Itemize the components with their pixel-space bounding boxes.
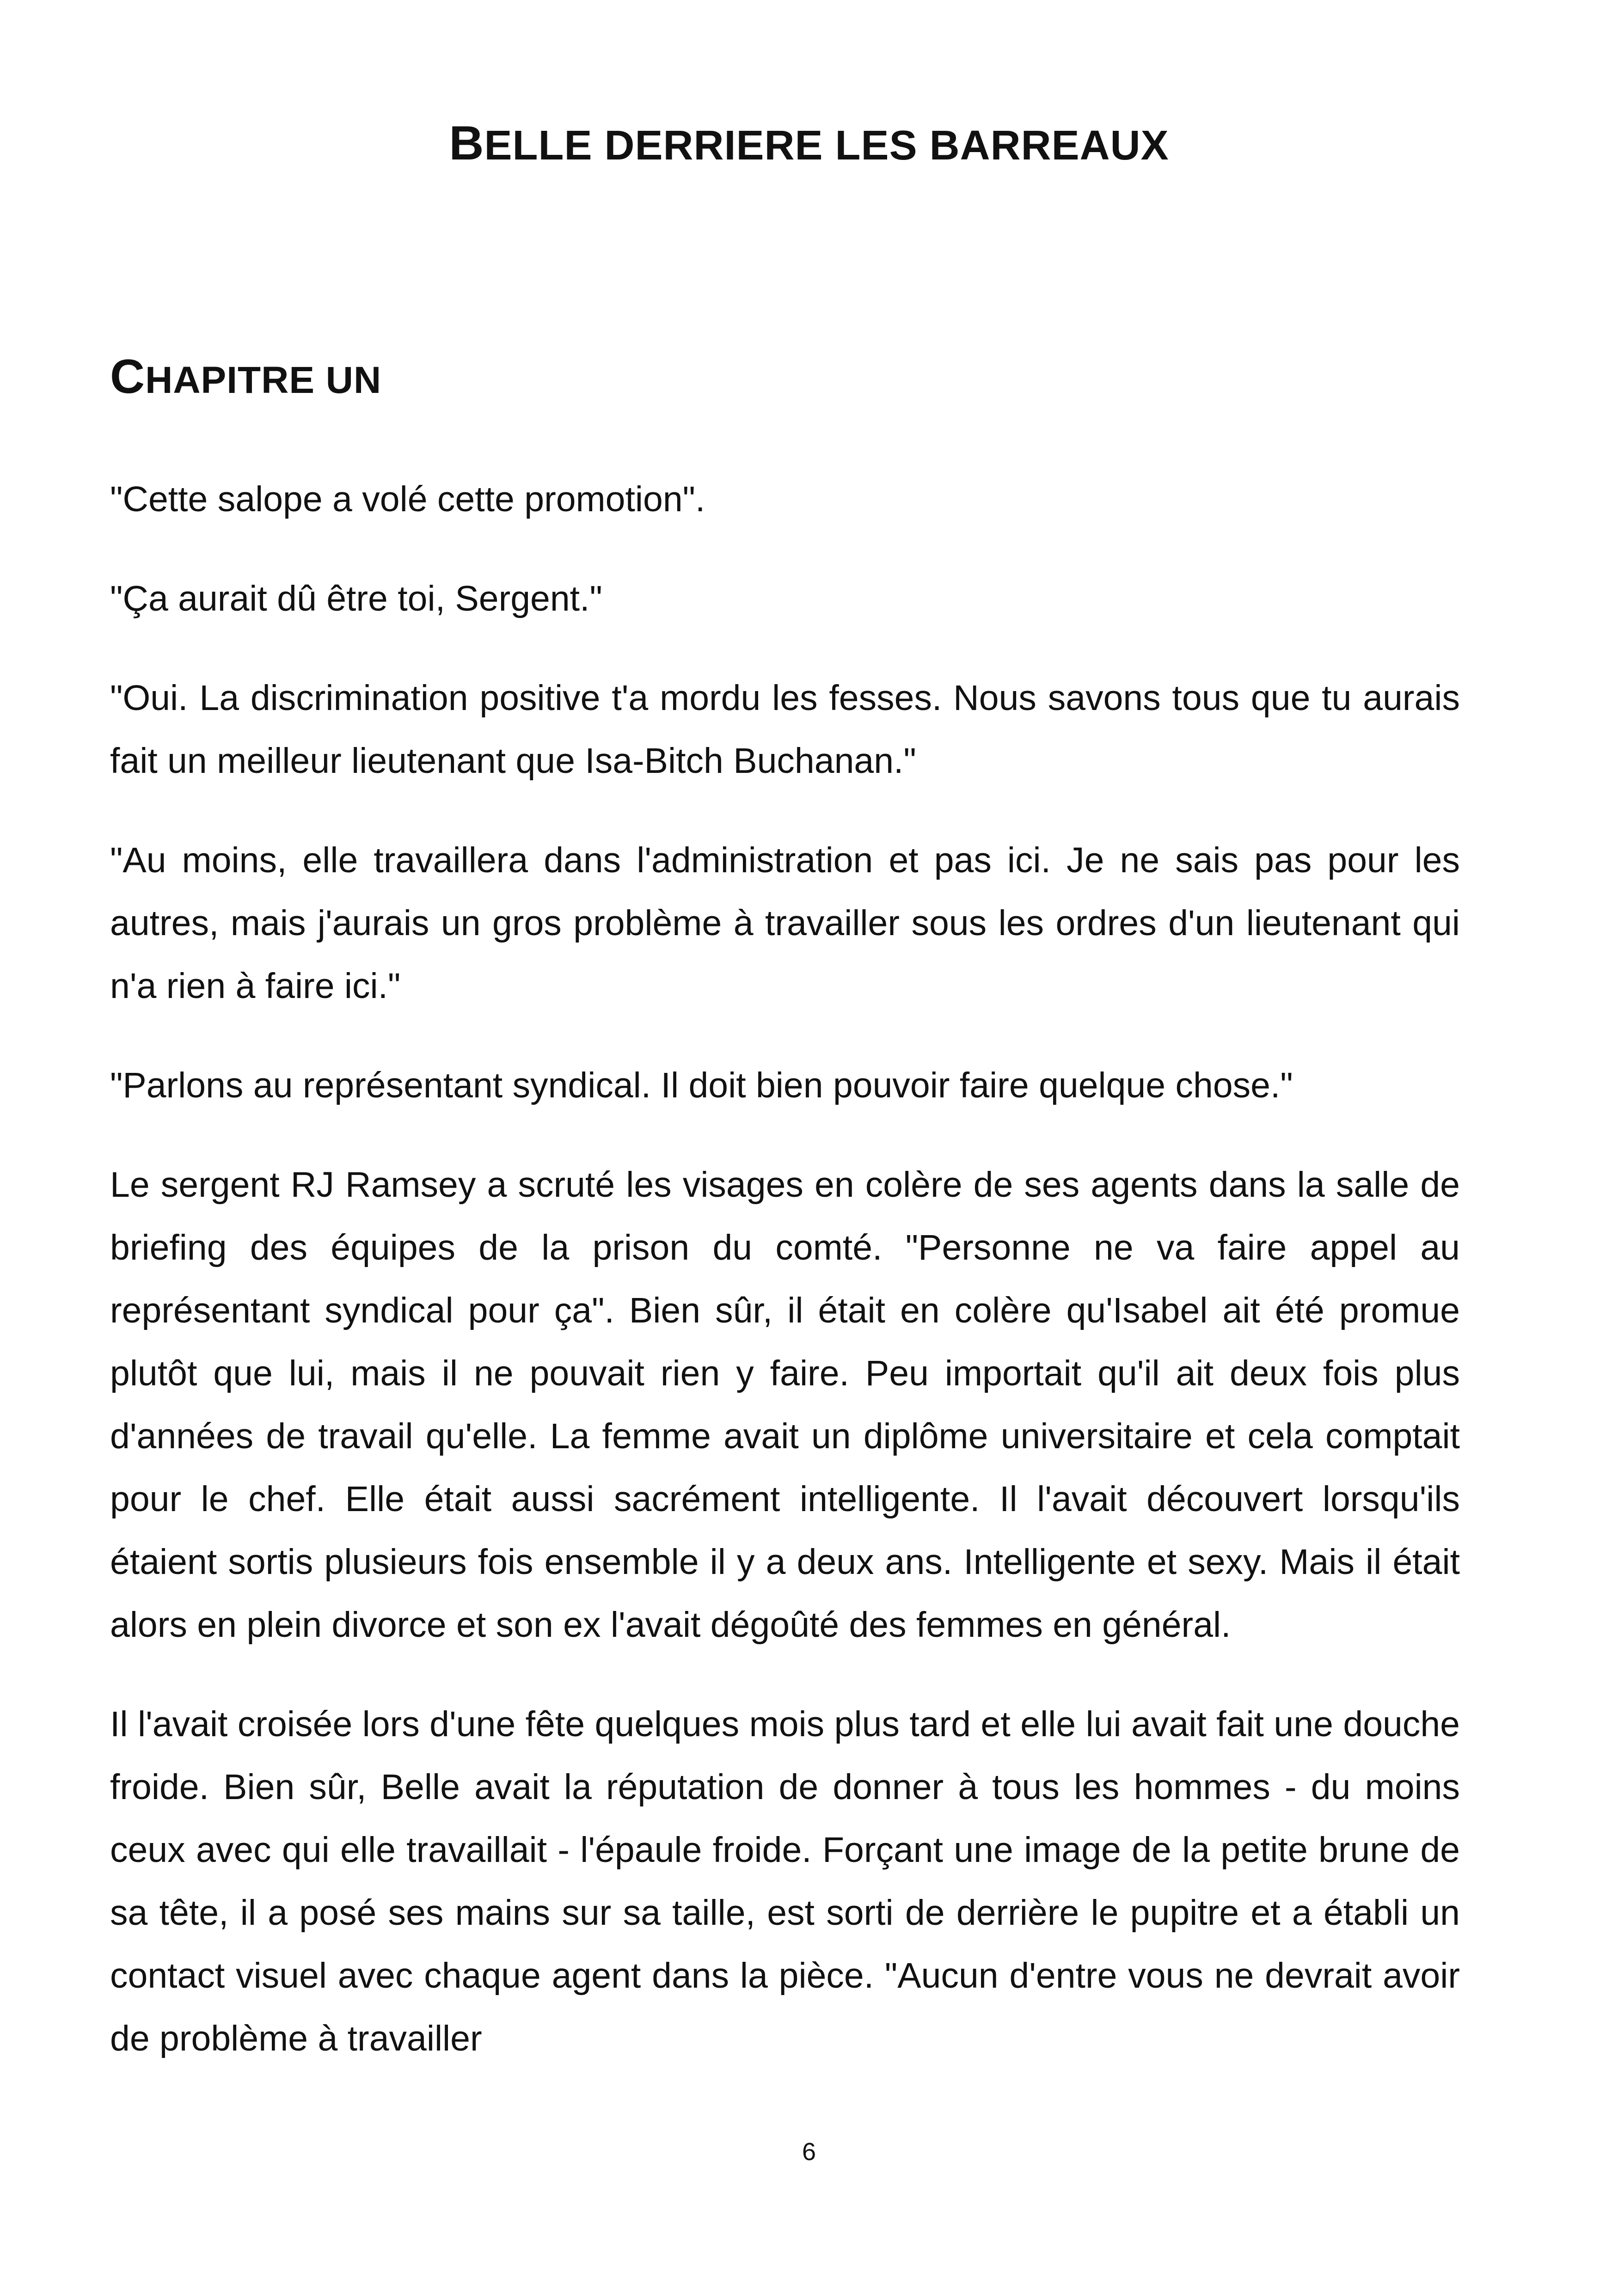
paragraph: "Cette salope a volé cette promotion". [110,479,705,519]
body-text [110,468,1460,2070]
paragraph: "Ça aurait dû être toi, Sergent." [110,579,602,618]
paragraph: Il l'avait croisée lors d'une fête quelques mois plus tard et elle lui avait fait une douche froide. Bien sûr, Belle avait la réputation de donner à tous les hommes - du moins ceux avec qui elle travaillait - l'épaule froide. Forçant une image de la petite brune de sa tête, il a posé ses mains sur sa taille, est sorti de derrière le pupitre et a établi un contact visuel avec chaque agent dans la pièce. "Aucun d'entre vous ne devrait avoir de problème à travailler [110,1704,1460,2058]
book-title-initial: B [449,116,484,170]
paragraph: Le sergent RJ Ramsey a scruté les visages en colère de ses agents dans la salle de briefing des équipes de la prison du comté. "Personne ne va faire appel au représentant syndical pour ça". Bien sûr, il était en colère qu'Isabel ait été promue plutôt que lui, mais il ne pouvait rien y faire. Peu importait qu'il ait deux fois plus d'années de travail qu'elle. La femme avait un diplôme universitaire et cela comptait pour le chef. Elle était aussi sacrément intelligente. Il l'avait découvert lorsqu'ils étaient sortis plusieurs fois ensemble il y a deux ans. Intelligente et sexy. Mais il était alors en plein divorce et son ex l'avait dégoûté des femmes en général. [110,1165,1460,1645]
book-title [0,116,1618,173]
book-title-rest: ELLE DERRIERE LES BARREAUX [484,122,1169,169]
paragraph: "Parlons au représentant syndical. Il doit bien pouvoir faire quelque chose." [110,1065,1293,1105]
chapter-title [110,351,381,406]
page-number: 6 [802,2138,816,2166]
paragraph: "Au moins, elle travaillera dans l'administration et pas ici. Je ne sais pas pour les autres, mais j'aurais un gros problème à travailler sous les ordres d'un lieutenant qui n'a rien à faire ici." [110,840,1460,1006]
chapter-title-initial: C [110,350,146,404]
paragraph: "Oui. La discrimination positive t'a mordu les fesses. Nous savons tous que tu aurais fait un meilleur lieutenant que Isa-Bitch Buchanan." [110,678,1460,781]
chapter-title-rest: HAPITRE UN [145,359,382,401]
